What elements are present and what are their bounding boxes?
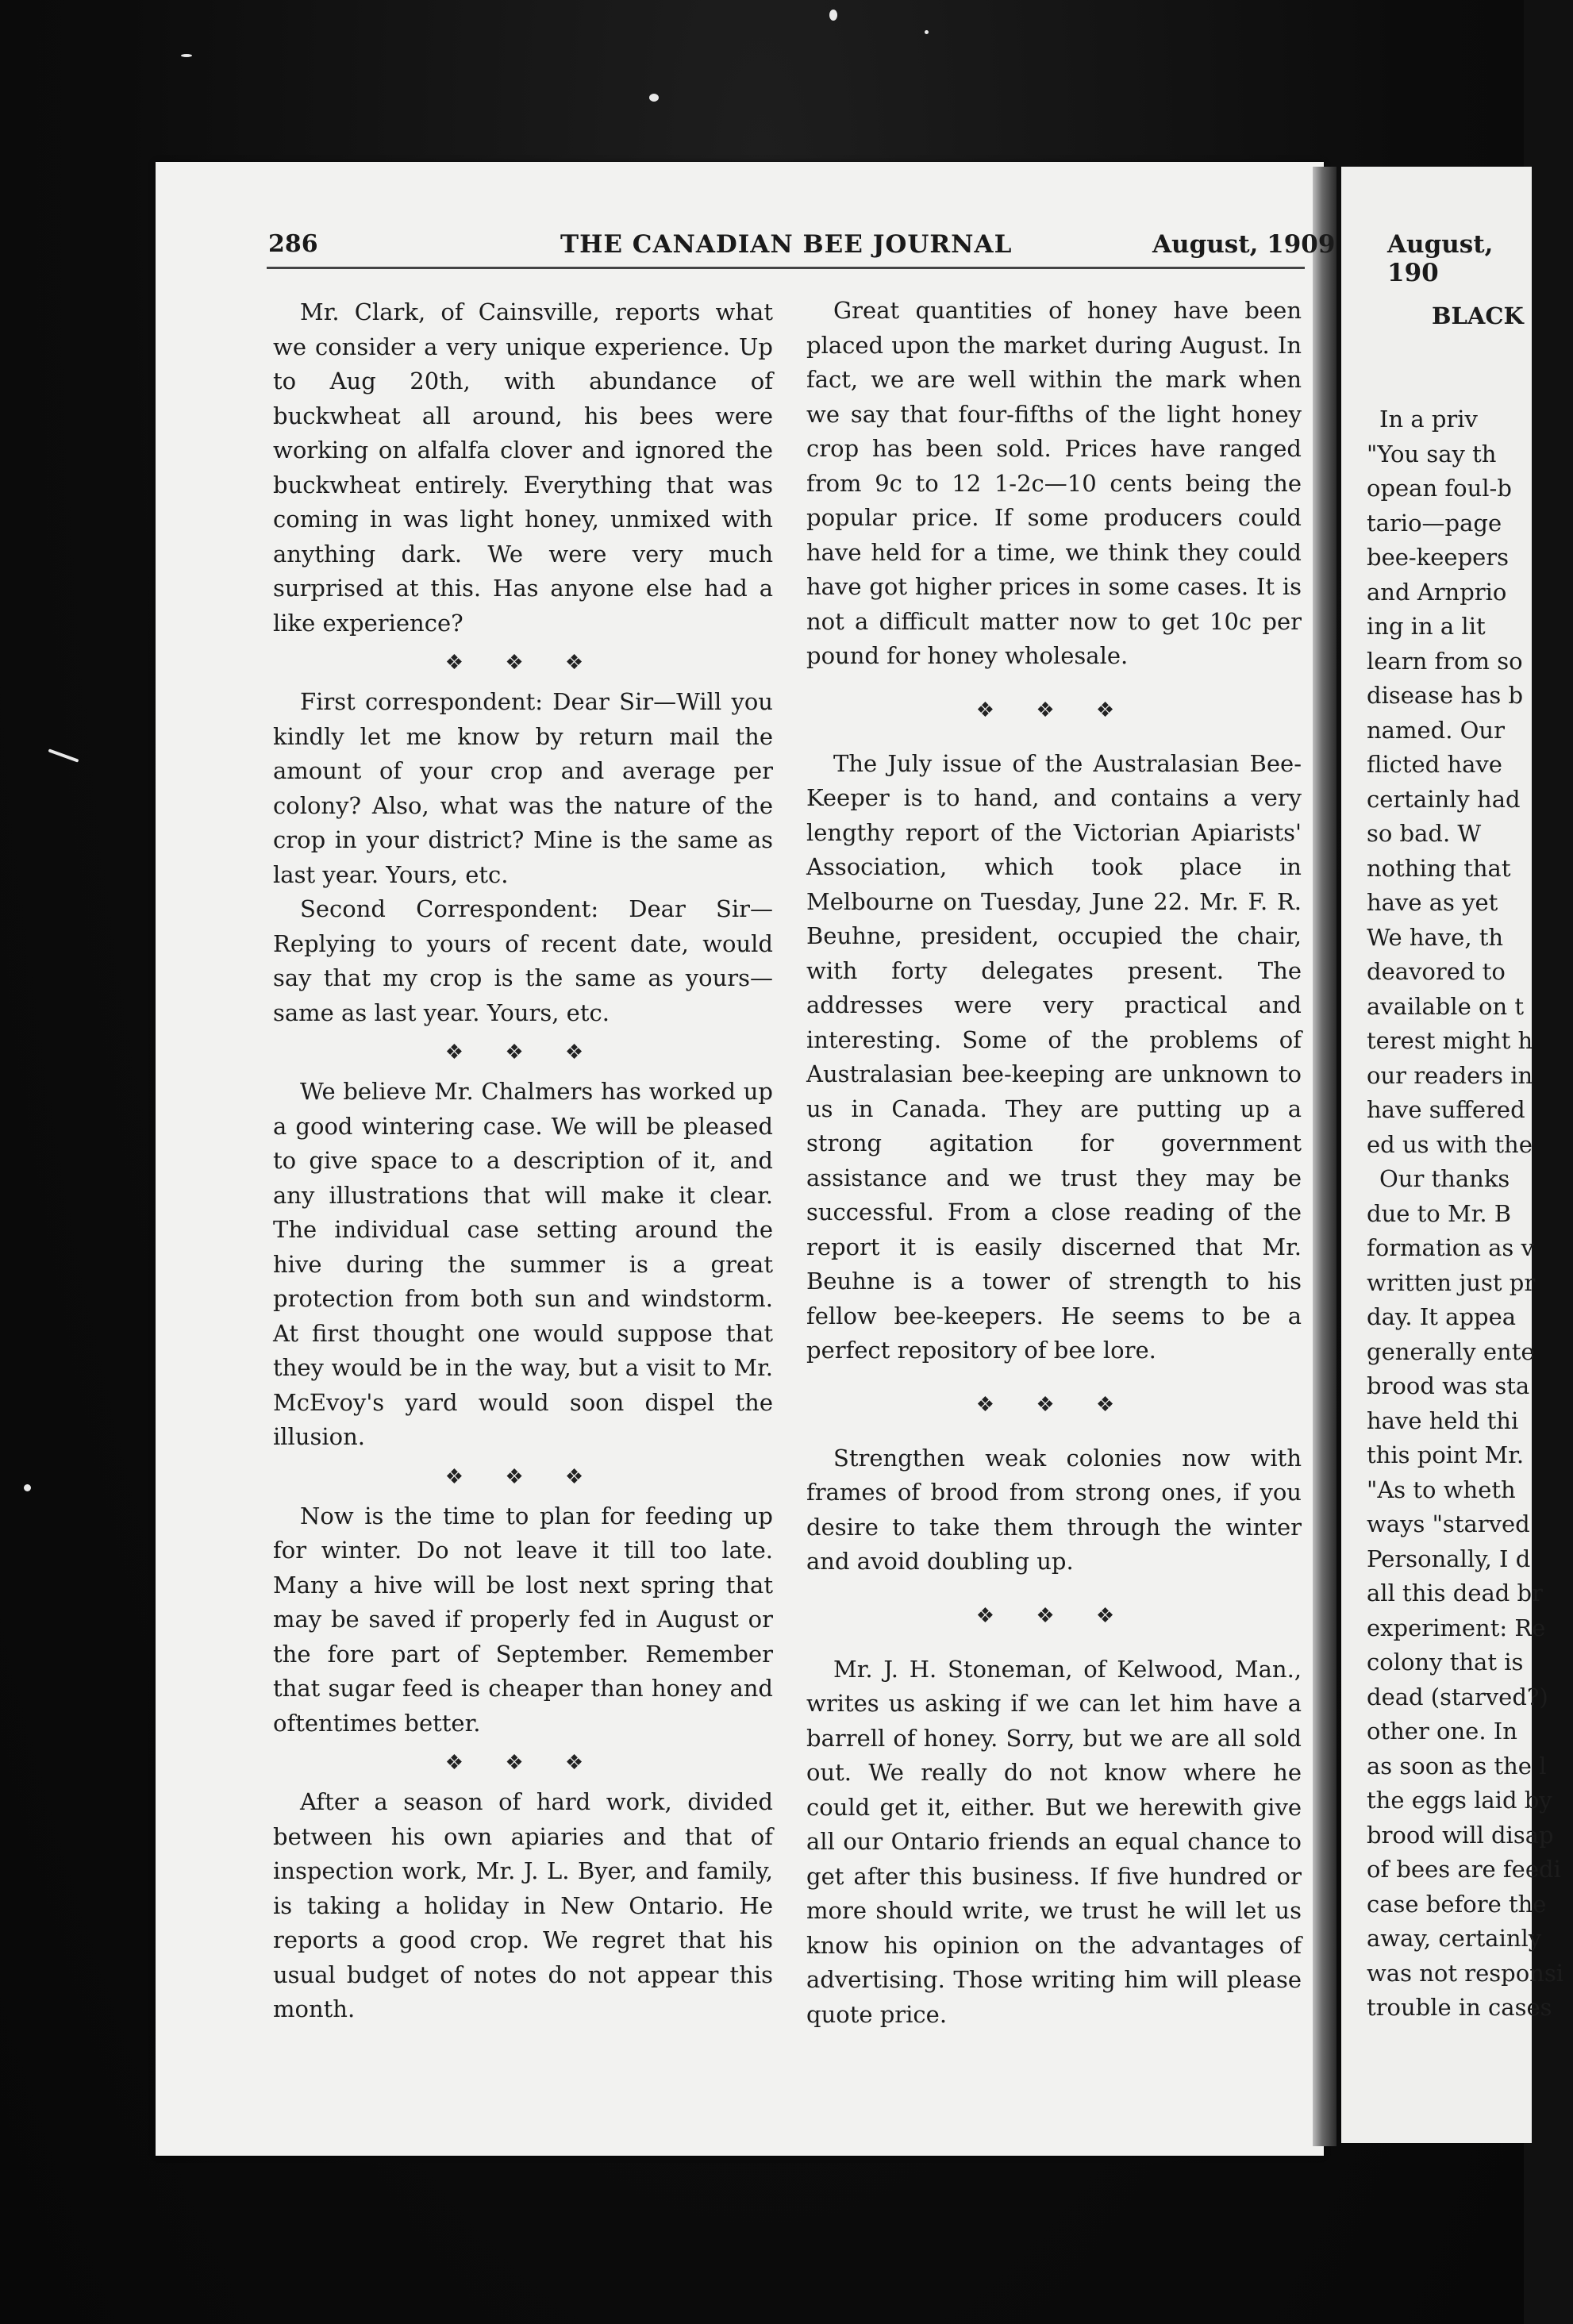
facing-text-line: as soon as the l bbox=[1367, 1752, 1547, 1780]
article-paragraph: First correspondent: Dear Sir—Will you kindly let me know by return mail the amount of your crop and average per colony? Also, what was the nature of the crop in your district? Mine is the same as last year. Yours, etc. bbox=[273, 688, 773, 888]
facing-text-line: all this dead br bbox=[1367, 1579, 1543, 1606]
facing-page-date: August, 190 bbox=[1387, 230, 1494, 287]
article-paragraph: Mr. J. H. Stoneman, of Kelwood, Man., writes us asking if we can let him have a barrell of honey. Sorry, but we are all sold out. We really do not know where he could get it, either. But we herewith give all our Ontario friends an equal chance to get after this business. If five hundred or more should write, we trust he will let us know his opinion on the advantages of advertising. Those writing him will please quote price. bbox=[806, 1655, 1302, 2028]
facing-text-line: named. Our bbox=[1367, 716, 1505, 744]
facing-text-line: experiment: Re bbox=[1367, 1614, 1546, 1641]
dust-speck bbox=[24, 1484, 31, 1491]
facing-text-line: colony that is bbox=[1367, 1649, 1524, 1676]
facing-text-line: flicted have bbox=[1367, 751, 1502, 778]
facing-text-line: formation as v bbox=[1367, 1234, 1534, 1261]
article-paragraph: The July issue of the Australasian Bee-Keeper is to hand, and contains a very lengthy report of the Victorian Apiarists' Association, which took place in Melbourne on Tuesday, June 22. Mr. F. R. Beuhne, president, occupied the chair, with forty delegates present. The addresses were very practical and interesting. Some of the problems of Australasian bee-keeping are unknown to us in Canada. They are putting up a strong agitation for government assistance and we trust they may be successful. From a close reading of the report it is easily discerned that Mr. Beuhne is a tower of strength to his fellow bee-keepers. He seems to be a perfect repository of bee lore. bbox=[806, 749, 1302, 1364]
facing-text-line: available on t bbox=[1367, 992, 1525, 1020]
dust-speck bbox=[649, 94, 659, 102]
facing-text-line: ed us with the bbox=[1367, 1130, 1533, 1158]
facing-text-line: brood was sta bbox=[1367, 1372, 1530, 1399]
facing-text-line: our readers in bbox=[1367, 1061, 1533, 1089]
article-paragraph: After a season of hard work, divided between his own apiaries and that of inspection work, Mr. J. L. Byer, and family, is taking a holiday in New Ontario. He reports a good crop. We regret that his usual budget of notes do not appear this month. bbox=[273, 1788, 773, 2022]
facing-text-line: written just pr bbox=[1367, 1268, 1536, 1296]
facing-text-line: "You say th bbox=[1367, 440, 1497, 467]
header-rule bbox=[267, 267, 1305, 269]
facing-text-line: have suffered bbox=[1367, 1096, 1525, 1123]
section-ornament: ❖ ❖ ❖ bbox=[975, 1603, 1133, 1628]
facing-text-line: brood will disap bbox=[1367, 1821, 1554, 1849]
section-ornament: ❖ ❖ ❖ bbox=[444, 1464, 602, 1489]
facing-text-line: this point Mr. bbox=[1367, 1441, 1525, 1468]
issue-date: August, 1909 bbox=[1152, 230, 1336, 259]
facing-text-line: generally ente bbox=[1367, 1337, 1535, 1365]
middle-column bbox=[806, 294, 1302, 2032]
dust-speck bbox=[181, 54, 192, 57]
facing-text-line: Our thanks bbox=[1379, 1165, 1510, 1192]
facing-text-line: have as yet bbox=[1367, 889, 1498, 916]
section-ornament: ❖ ❖ ❖ bbox=[444, 1041, 602, 1064]
facing-text-line: Personally, I d bbox=[1367, 1545, 1531, 1572]
page-number: 286 bbox=[268, 230, 318, 258]
facing-text-line: and Arnprio bbox=[1367, 578, 1507, 606]
facing-text-line: the eggs laid by bbox=[1367, 1787, 1552, 1814]
facing-text-line: ways "starved bbox=[1367, 1510, 1530, 1537]
facing-text-line: nothing that bbox=[1367, 854, 1511, 882]
dust-speck bbox=[829, 10, 837, 21]
facing-text-line: certainly had bbox=[1367, 785, 1521, 813]
facing-text-line: other one. In bbox=[1367, 1718, 1517, 1745]
facing-text-line: of bees are feedi bbox=[1367, 1856, 1561, 1883]
facing-text-line: due to Mr. B bbox=[1367, 1199, 1512, 1227]
facing-text-line: terest might h bbox=[1367, 1027, 1533, 1054]
section-ornament: ❖ ❖ ❖ bbox=[444, 1751, 602, 1775]
facing-text-line: dead (starved?) bbox=[1367, 1683, 1548, 1710]
facing-text-line: day. It appea bbox=[1367, 1303, 1517, 1330]
facing-text-line: case before the bbox=[1367, 1890, 1547, 1918]
facing-article-title: BLACK bbox=[1432, 302, 1524, 329]
facing-text-line: In a priv bbox=[1379, 406, 1478, 433]
article-paragraph: Mr. Clark, of Cainsville, reports what we consider a very unique experience. Up to Aug 20th, with abundance of buckwheat all around, his bees were working on alfalfa clover and ignored the buckwheat entirely. Everything that was coming in was light honey, unmixed with anything dark. We were very much surprised at this. Has anyone else had a like experience? bbox=[273, 298, 773, 637]
facing-text-line: disease has b bbox=[1367, 682, 1524, 709]
section-ornament: ❖ ❖ ❖ bbox=[975, 1392, 1133, 1417]
left-column bbox=[273, 295, 773, 2027]
article-paragraph: Great quantities of honey have been placed upon the market during August. In fact, we are well within the mark when we say that four-fifths of the light honey crop has been sold. Prices have ranged from 9c to 12 1-2c—10 cents being the popular price. If some producers could have held for a time, we think they could have got higher prices in some cases. It is not a difficult matter now to get 10c per pound for honey wholesale. bbox=[806, 297, 1302, 669]
facing-text-line: have held thi bbox=[1367, 1406, 1519, 1434]
facing-text-line: ing in a lit bbox=[1367, 613, 1486, 640]
article-paragraph: Now is the time to plan for feeding up for winter. Do not leave it till too late. Many a hive will be lost next spring that may be saved if properly fed in August or the fore part of September. Remember that sugar feed is cheaper than honey and oftentimes better. bbox=[273, 1502, 773, 1737]
facing-text-line: tario—page bbox=[1367, 509, 1502, 537]
facing-text-line: away, certainly bbox=[1367, 1925, 1542, 1952]
facing-text-line: We have, th bbox=[1367, 923, 1504, 951]
facing-text-line: trouble in cases bbox=[1367, 1994, 1552, 2021]
page-gutter bbox=[1313, 167, 1336, 2146]
dust-speck bbox=[925, 30, 929, 34]
journal-title: THE CANADIAN BEE JOURNAL bbox=[560, 230, 1013, 259]
article-paragraph: We believe Mr. Chalmers has worked up a good wintering case. We will be pleased to give space to a description of it, and any illustrations that will make it clear. The individual case setting around the hive during the summer is a great protection from both sun and windstorm. At first thought one would suppose that they would be in the way, but a visit to Mr. McEvoy's yard would soon dispel the illusion. bbox=[273, 1078, 773, 1450]
section-ornament: ❖ ❖ ❖ bbox=[975, 698, 1133, 722]
facing-text-line: opean foul-b bbox=[1367, 475, 1512, 502]
facing-text-line: "As to wheth bbox=[1367, 1476, 1516, 1503]
facing-text-line: so bad. W bbox=[1367, 820, 1482, 847]
facing-text-line: was not responsi bbox=[1367, 1959, 1563, 1987]
facing-text-line: deavored to bbox=[1367, 958, 1506, 985]
article-paragraph: Strengthen weak colonies now with frames of brood from strong ones, if you desire to take them through the winter and avoid doubling up. bbox=[806, 1444, 1302, 1575]
article-paragraph: Second Correspondent: Dear Sir—Replying to yours of recent date, would say that my crop is the same as yours—same as last year. Yours, etc. bbox=[273, 895, 773, 1026]
facing-text-line: bee-keepers bbox=[1367, 544, 1510, 571]
section-ornament: ❖ ❖ ❖ bbox=[444, 651, 602, 675]
facing-text-line: learn from so bbox=[1367, 647, 1523, 675]
